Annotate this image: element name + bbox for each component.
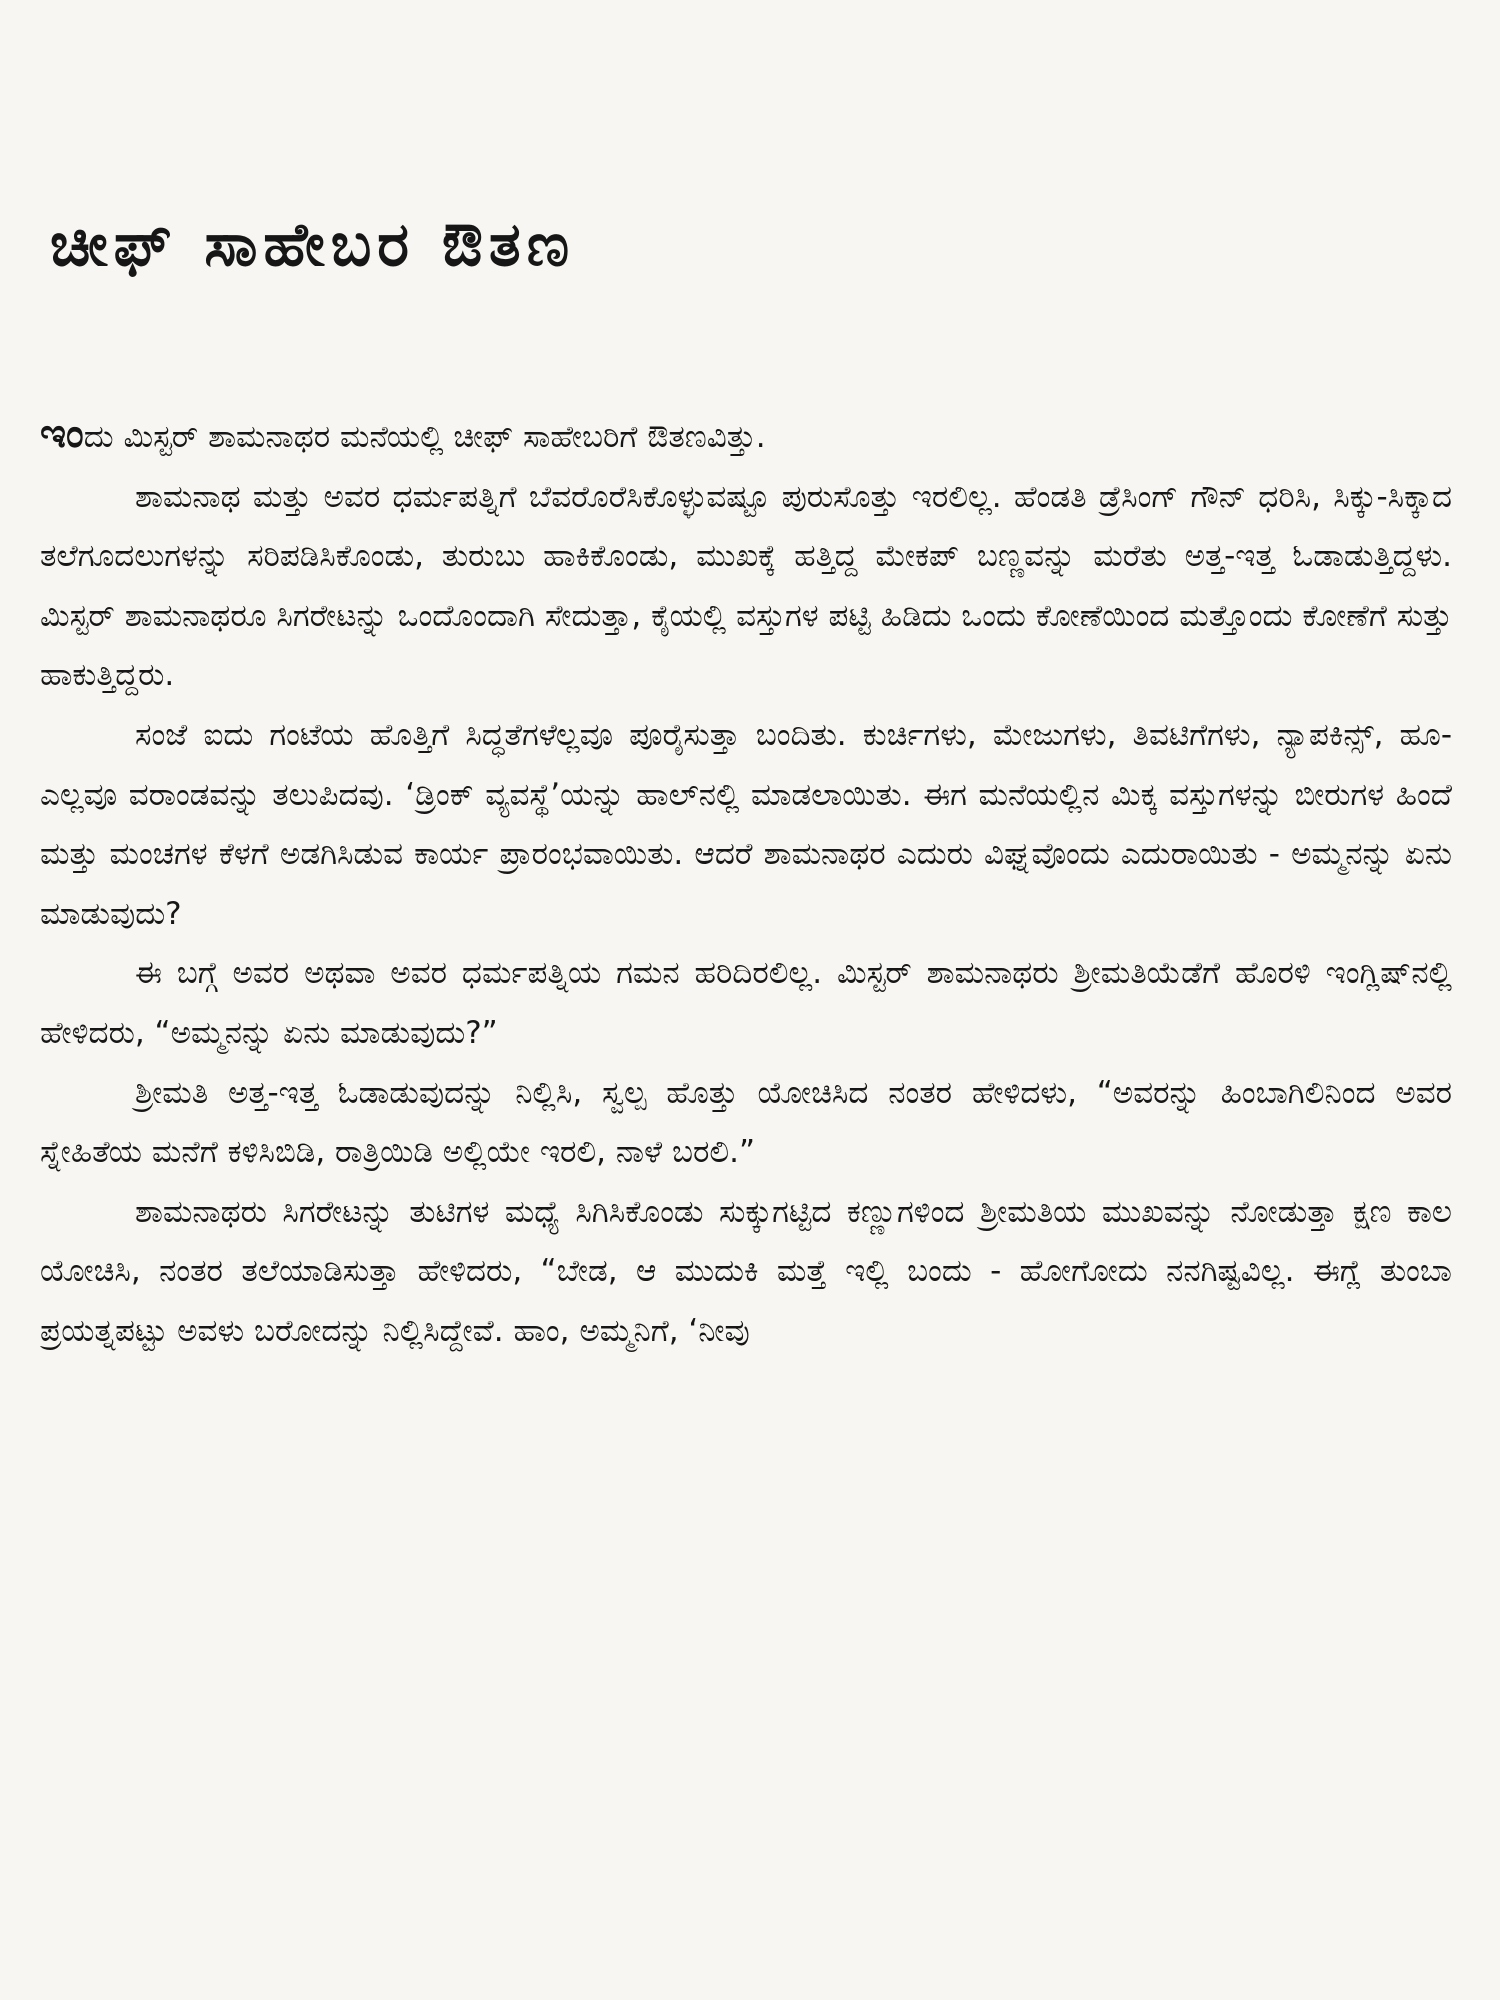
paragraph-1 bbox=[40, 405, 1452, 468]
drop-cap: ಇಂ bbox=[40, 411, 84, 457]
story-body bbox=[40, 405, 1452, 1362]
paragraph-6: ಶಾಮನಾಥರು ಸಿಗರೇಟನ್ನು ತುಟಿಗಳ ಮಧ್ಯೆ ಸಿಗಿಸಿಕೊಂಡು ಸುಕ್ಕುಗಟ್ಟಿದ ಕಣ್ಣುಗಳಿಂದ ಶ್ರೀಮತಿಯ ಮುಖವನ್ನು ನೋಡುತ್ತಾ ಕ್ಷಣ ಕಾಲ ಯೋಚಿಸಿ, ನಂತರ ತಲೆಯಾಡಿಸುತ್ತಾ ಹೇಳಿದರು, “ಬೇಡ, ಆ ಮುದುಕಿ ಮತ್ತೆ ಇಲ್ಲಿ ಬಂದು - ಹೋಗೋದು ನನಗಿಷ್ಟವಿಲ್ಲ. ಈಗ್ಲೆ ತುಂಬಾ ಪ್ರಯತ್ನಪಟ್ಟು ಅವಳು ಬರೋದನ್ನು ನಿಲ್ಲಿಸಿದ್ದೇವೆ. ಹಾಂ, ಅಮ್ಮನಿಗೆ, ‘ನೀವು bbox=[40, 1193, 1452, 1349]
paragraph-4: ಈ ಬಗ್ಗೆ ಅವರ ಅಥವಾ ಅವರ ಧರ್ಮಪತ್ನಿಯ ಗಮನ ಹರಿದಿರಲಿಲ್ಲ. ಮಿಸ್ಟರ್ ಶಾಮನಾಥರು ಶ್ರೀಮತಿಯೆಡೆಗೆ ಹೊರಳಿ ಇಂಗ್ಲಿಷ್‌ನಲ್ಲಿ ಹೇಳಿದರು, “ಅಮ್ಮನನ್ನು ಏನು ಮಾಡುವುದು?” bbox=[40, 955, 1452, 1051]
chapter-title: ಚೀಫ್ ಸಾಹೇಬರ ಔತಣ bbox=[50, 210, 576, 280]
paragraph-5: ಶ್ರೀಮತಿ ಅತ್ತ-ಇತ್ತ ಓಡಾಡುವುದನ್ನು ನಿಲ್ಲಿಸಿ, ಸ್ವಲ್ಪ ಹೊತ್ತು ಯೋಚಿಸಿದ ನಂತರ ಹೇಳಿದಳು, “ಅವರನ್ನು ಹಿಂಬಾಗಿಲಿನಿಂದ ಅವರ ಸ್ನೇಹಿತೆಯ ಮನೆಗೆ ಕಳಿಸಿಬಿಡಿ, ರಾತ್ರಿಯಿಡಿ ಅಲ್ಲಿಯೇ ಇರಲಿ, ನಾಳೆ ಬರಲಿ.” bbox=[40, 1074, 1452, 1171]
document-page bbox=[40, 205, 1452, 1362]
paragraph-1-text: ದು ಮಿಸ್ಟರ್ ಶಾಮನಾಥರ ಮನೆಯಲ್ಲಿ ಚೀಫ್ ಸಾಹೇಬರಿಗೆ ಔತಣವಿತ್ತು. bbox=[83, 419, 766, 455]
paragraph-2: ಶಾಮನಾಥ ಮತ್ತು ಅವರ ಧರ್ಮಪತ್ನಿಗೆ ಬೆವರೊರೆಸಿಕೊಳ್ಳುವಷ್ಟೂ ಪುರುಸೊತ್ತು ಇರಲಿಲ್ಲ. ಹೆಂಡತಿ ಡ್ರೆಸಿಂಗ್ ಗೌನ್ ಧರಿಸಿ, ಸಿಕ್ಕು-ಸಿಕ್ಕಾದ ತಲೆಗೂದಲುಗಳನ್ನು ಸರಿಪಡಿಸಿಕೊಂಡು, ತುರುಬು ಹಾಕಿಕೊಂಡು, ಮುಖಕ್ಕೆ ಹತ್ತಿದ್ದ ಮೇಕಪ್ ಬಣ್ಣವನ್ನು ಮರೆತು ಅತ್ತ-ಇತ್ತ ಓಡಾಡುತ್ತಿದ್ದಳು. ಮಿಸ್ಟರ್ ಶಾಮನಾಥರೂ ಸಿಗರೇಟನ್ನು ಒಂದೊಂದಾಗಿ ಸೇದುತ್ತಾ, ಕೈಯಲ್ಲಿ ವಸ್ತುಗಳ ಪಟ್ಟಿ ಹಿಡಿದು ಒಂದು ಕೋಣೆಯಿಂದ ಮತ್ತೊಂದು ಕೋಣೆಗೆ ಸುತ್ತು ಹಾಕುತ್ತಿದ್ದರು. bbox=[40, 478, 1452, 694]
paragraph-3: ಸಂಜೆ ಐದು ಗಂಟೆಯ ಹೊತ್ತಿಗೆ ಸಿದ್ಧತೆಗಳೆಲ್ಲವೂ ಪೂರೈಸುತ್ತಾ ಬಂದಿತು. ಕುರ್ಚಿಗಳು, ಮೇಜುಗಳು, ತಿವಟಿಗೆಗಳು, ನ್ಯಾಪಕಿನ್ಸ್, ಹೂ-ಎಲ್ಲವೂ ವರಾಂಡವನ್ನು ತಲುಪಿದವು. ‘ಡ್ರಿಂಕ್ ವ್ಯವಸ್ಥೆ’ಯನ್ನು ಹಾಲ್‌ನಲ್ಲಿ ಮಾಡಲಾಯಿತು. ಈಗ ಮನೆಯಲ್ಲಿನ ಮಿಕ್ಕ ವಸ್ತುಗಳನ್ನು ಬೀರುಗಳ ಹಿಂದೆ ಮತ್ತು ಮಂಚಗಳ ಕೆಳಗೆ ಅಡಗಿಸಿಡುವ ಕಾರ್ಯ ಪ್ರಾರಂಭವಾಯಿತು. ಆದರೆ ಶಾಮನಾಥರ ಎದುರು ವಿಘ್ನವೊಂದು ಎದುರಾಯಿತು - ಅಮ್ಮನನ್ನು ಏನು ಮಾಡುವುದು? bbox=[40, 716, 1452, 932]
